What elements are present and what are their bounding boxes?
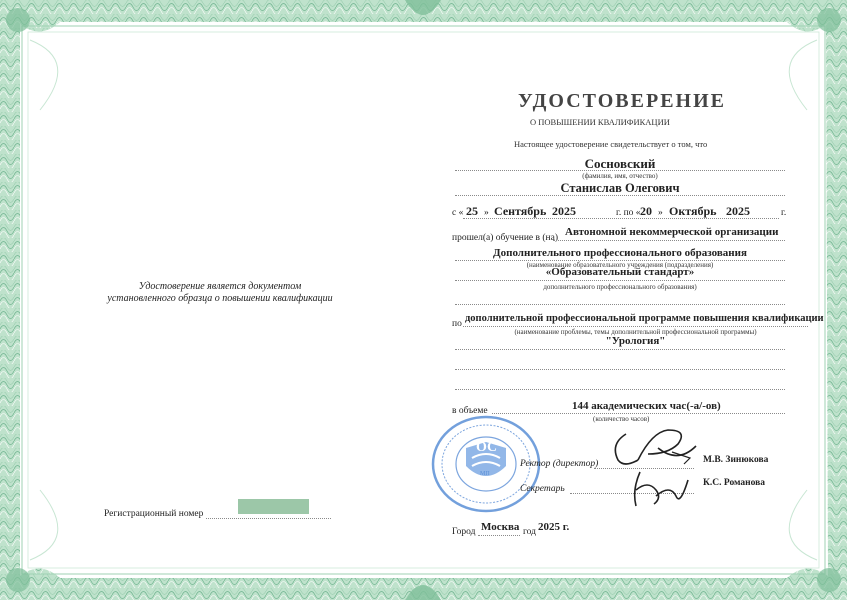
period-to-day: 20 [640,204,652,218]
program-caption: (наименование проблемы, темы дополнительной профессиональной программы) [514,328,757,336]
period-to-year: 2025 [726,204,750,218]
period-from-prefix: с « [452,208,464,218]
registration-line [206,518,331,519]
period-from-year: 2025 [552,204,576,218]
rector-signature-icon [608,424,703,472]
registration-label: Регистрационный номер [104,509,204,519]
city-line [478,535,520,536]
intro-text: Настоящее удостоверение свидетельствует о том, что [514,139,708,149]
org-line1: Автономной некоммерческой организации [565,226,779,238]
period-from-day: 25 [466,204,478,218]
certificate-subtitle: О ПОВЫШЕНИИ КВАЛИФИКАЦИИ [530,117,670,127]
org-line3: «Образовательный стандарт» [545,266,695,278]
period-to-sep: » [658,208,663,218]
period-end: г. [781,208,787,218]
year-value: 2025 г. [538,521,570,533]
program-label: по [452,319,462,329]
period-line [463,218,779,219]
secretary-label: Секретарь [520,484,565,494]
secretary-name: К.С. Романова [703,478,766,488]
volume-caption: (количество часов) [593,415,650,423]
program-line1: дополнительной профессиональной программе повышения квалификации [465,313,824,324]
org-caption: (наименование образовательного учреждения (подразделения) [526,261,714,269]
certificate-title: УДОСТОВЕРЕНИЕ [518,90,726,112]
period-to-month: Октябрь [669,204,717,218]
period-from-month: Сентябрь [494,204,547,218]
blank-line-2 [455,369,785,370]
program-name: "Урология" [605,335,666,347]
org-line2: Дополнительного профессионального образования [493,247,747,259]
blank-line-3 [455,389,785,390]
rector-name: М.В. Зинюкова [703,455,769,465]
program-name-line [455,349,785,350]
seal-logo-text: ОС [476,440,498,455]
given-names: Станислав Олегович [560,181,680,195]
period-from-sep: » [484,208,489,218]
rector-label: Ректор (директор) [520,459,599,469]
city-value: Москва [481,521,520,533]
surname-line [455,170,785,171]
left-note-line2: установленного образца о повышении квалификации [107,293,333,304]
city-label: Город [452,527,476,537]
org-line3-line [455,280,785,281]
study-label: прошел(а) обучение в (на) [452,233,558,243]
name-caption: (фамилия, имя, отчество) [582,172,658,180]
registration-number-redacted [238,499,309,514]
volume-value: 144 академических час(-а/-ов) [572,400,721,412]
year-label: год [523,527,536,537]
program-line1-line [463,326,808,327]
org-line1-line [553,240,785,241]
org-caption2: дополнительного профессионального образования) [543,283,697,291]
period-mid: г. по « [616,208,641,218]
blank-line-1 [455,304,785,305]
surname: Сосновский [584,156,656,171]
seal-logo-sub: МП [480,471,490,477]
given-names-line [455,195,785,196]
secretary-signature-icon [626,466,696,512]
left-note-line1: Удостоверение является документом [138,281,302,292]
volume-label: в объеме [452,406,488,416]
